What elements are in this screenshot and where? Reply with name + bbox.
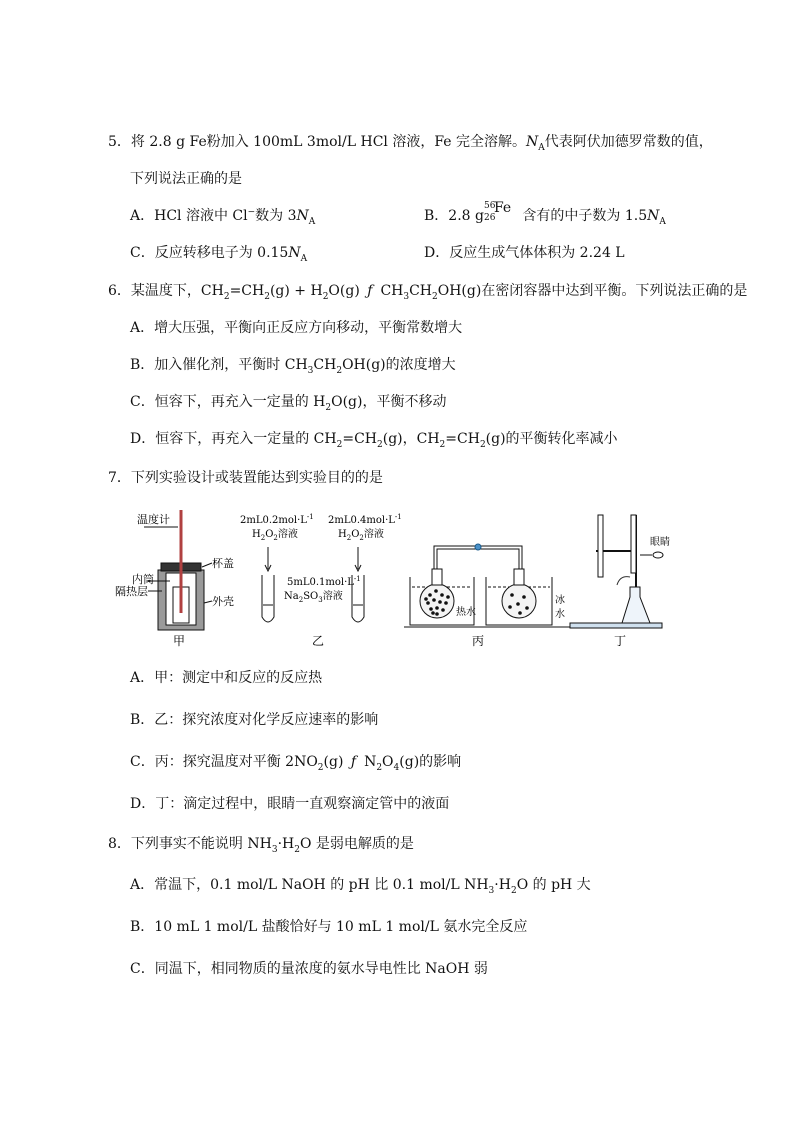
hot-water-label: 热水 <box>456 607 476 618</box>
q6-option-d: D．恒容下，再充入一定量的 $CH_2=CH_2(g)$，$CH_2=CH_2(g)$的平衡转化率减小 <box>130 431 618 450</box>
q5-stem-line2: 下列说法正确的是 <box>130 171 242 187</box>
ice-water-label-1: 冰 <box>555 595 565 606</box>
cup-lid-label: 杯盖 <box>212 557 234 570</box>
q7-option-d: D．丁：滴定过程中，眼睛一直观察滴定管中的液面 <box>130 796 450 812</box>
yi-reagent-1-line1: $2mL0.2mol\cdot L^{-1}$ <box>240 513 314 526</box>
figure-label-jia: 甲 <box>173 634 186 648</box>
q8-option-b: B．10 mL 1 mol/L 盐酸恰好与 10 mL 1 mol/L 氨水完全反应 <box>130 919 528 935</box>
q5-option-a: A．HCl 溶液中 Cl−数为 $3N_A$ <box>130 207 316 227</box>
calorimeter-diagram <box>144 510 212 630</box>
yi-reagent-2-line1: $2mL0.4mol\cdot L^{-1}$ <box>328 513 402 526</box>
titration-diagram <box>570 515 663 628</box>
q6-option-c: C．恒容下，再充入一定量的 $H_2O(g)$，平衡不移动 <box>130 394 447 413</box>
equilibrium-symbol: ƒ <box>367 283 373 299</box>
q7-apparatus-figure <box>0 505 794 650</box>
q7-stem: 7．下列实验设计或装置能达到实验目的的是 <box>108 470 383 486</box>
figure-label-ding: 丁 <box>614 634 627 648</box>
q7-option-b: B．乙：探究浓度对化学反应速率的影响 <box>130 712 379 728</box>
yi-reagent-2-line2: $H_2O_2$溶液 <box>338 529 384 542</box>
insulation-layer-label: 隔热层 <box>115 585 148 598</box>
fe-isotope: 56 26 Fe <box>483 200 512 223</box>
q5-stem: 5．将 2.8 g Fe粉加入 100mL 3mol/L HCl 溶液，Fe 完全溶解。$N_A$代表阿伏加德罗常数的值， <box>108 134 713 153</box>
q6-option-b: B．加入催化剂，平衡时 $CH_3CH_2OH(g)$的浓度增大 <box>130 357 456 376</box>
ice-water-label-2: 水 <box>555 609 565 620</box>
yi-tube-line1: $5mL0.1mol\cdot L^{-1}$ <box>287 575 361 588</box>
q7-option-c: C．丙：探究温度对平衡 $2NO_2(g)$ ƒ $N_2O_4(g)$的影响 <box>130 754 462 773</box>
inner-cylinder-label: 内筒 <box>132 573 154 586</box>
eye-label: 眼睛 <box>650 537 670 548</box>
equilibrium-symbol: ƒ <box>350 754 357 770</box>
q5-option-d: D．反应生成气体体积为 2.24 L <box>424 245 625 261</box>
q8-option-a: A．常温下，0.1 mol/L NaOH 的 pH 比 0.1 mol/L $NH_3\cdot H_2O$ 的 pH 大 <box>130 877 591 896</box>
yi-tube-line2: $Na_2SO_3$溶液 <box>284 591 343 604</box>
yi-reagent-1-line2: $H_2O_2$溶液 <box>252 529 298 542</box>
thermometer-label: 温度计 <box>137 513 170 526</box>
outer-shell-label: 外壳 <box>212 595 234 608</box>
q8-stem: 8．下列事实不能说明 $NH_3\cdot H_2O$ 是弱电解质的是 <box>108 836 414 855</box>
figure-label-yi: 乙 <box>312 634 325 648</box>
q6-option-a: A．增大压强，平衡向正反应方向移动，平衡常数增大 <box>130 320 463 336</box>
q6-stem: 6．某温度下，$CH_2=CH_2(g) + H_2O(g)$ ƒ $CH_3CH_2OH(g)$在密闭容器中达到平衡。下列说法正确的是 <box>108 283 748 302</box>
figure-label-bing: 丙 <box>472 634 485 648</box>
q5-option-b: B．2.8 g 56 26 Fe 含有的中子数为 $1.5N_A$ <box>424 200 666 227</box>
q5-option-c: C．反应转移电子为 $0.15N_A$ <box>130 245 308 264</box>
equilibrium-flasks-diagram <box>404 544 570 627</box>
q7-option-a: A．甲：测定中和反应的反应热 <box>130 670 323 686</box>
q8-option-c: C．同温下，相同物质的量浓度的氨水导电性比 NaOH 弱 <box>130 961 488 977</box>
